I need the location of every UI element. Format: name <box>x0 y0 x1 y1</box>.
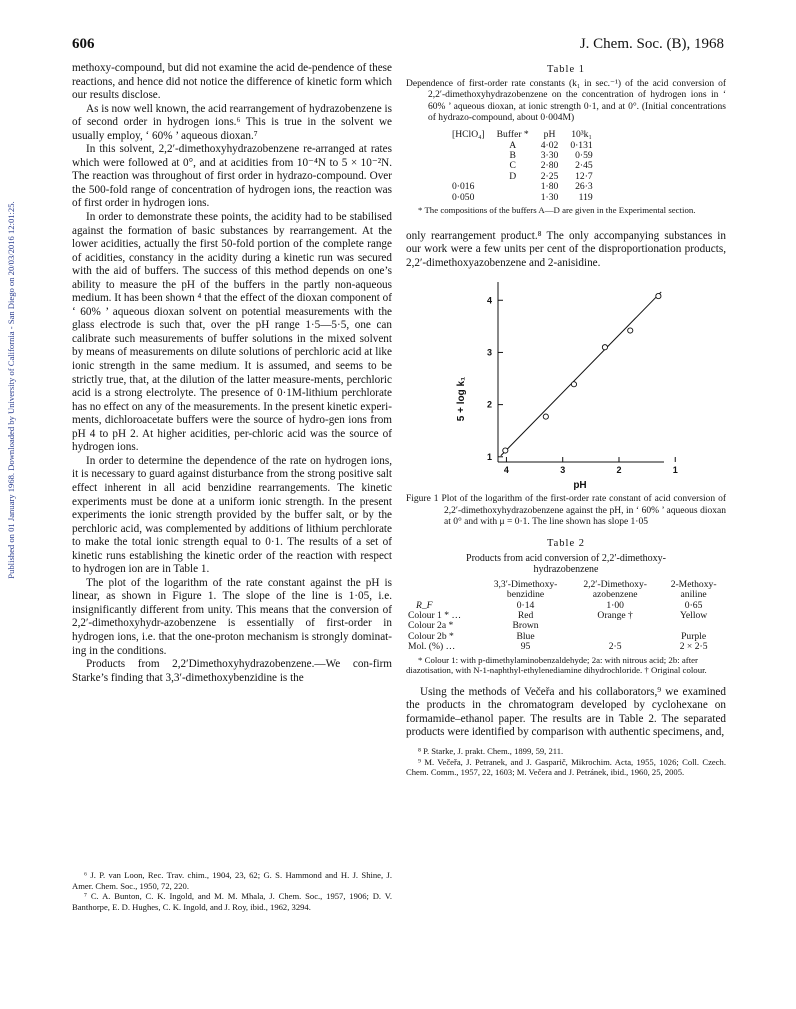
table-cell: 3·30 <box>540 150 559 161</box>
footnote: ⁷ C. A. Bunton, C. K. Ingold, and M. M. Mhala, J. Chem. Soc., 1957, 1906; D. V. Banthorpe, E. D. Hughes, C. K. Ingold, and J. Roy, ibid., 1962, 3294. <box>72 891 392 912</box>
x-tick-label: 2 <box>616 465 622 476</box>
x-tick-label: 1 <box>672 465 678 476</box>
data-point <box>602 345 607 350</box>
x-axis-label: pH <box>573 480 587 492</box>
table-cell: Purple <box>681 630 707 642</box>
y-tick-label: 4 <box>486 295 492 306</box>
table-cell <box>569 621 661 631</box>
table-cell <box>446 141 491 151</box>
table-cell: 0·65 <box>684 599 703 611</box>
table-cell: 2·25 <box>540 170 559 182</box>
journal-header: J. Chem. Soc. (B), 1968 <box>579 36 724 52</box>
table-cell: 4·02 <box>540 139 559 151</box>
table1 <box>446 130 599 203</box>
table-cell: 0·131 <box>570 139 593 151</box>
table-cell: Colour 2a * <box>408 620 454 632</box>
download-watermark <box>4 150 18 630</box>
x-tick-label: 3 <box>560 465 566 476</box>
paragraph: methoxy-compound, but did not examine the acid de-pendence of these reactions, and hence did not notice the difference of kinetic form which our results disclose. <box>72 62 392 102</box>
table-header: pH <box>543 129 556 141</box>
table-cell: B <box>509 150 516 161</box>
left-footnotes <box>72 870 392 912</box>
paragraph: only rearrangement product.⁸ The only accompanying substances in our work were a few units per cent of the disproportionation products, 2,2′-dimethoxyazobenzene and 2-anisidine. <box>406 229 726 269</box>
table1-title: Table 1 <box>546 64 586 75</box>
table-cell: Mol. (%) … <box>408 641 456 653</box>
table-cell <box>491 193 535 203</box>
table-cell: 0·14 <box>516 599 535 611</box>
paragraph: Using the methods of Večeřa and his collaborators,⁹ we examined the products in the chromatogram developed by cyclohexane on formamide–ethanol paper. The results are in Table 2. The separated products were identified by comparison with authentic specimens, and, <box>406 685 726 739</box>
watermark-text: Published on 01 January 1968. Downloaded by University of California - San Diego on 20/03/2016 12:01:25. <box>6 201 16 579</box>
table-row <box>406 621 726 631</box>
data-point <box>543 414 548 419</box>
page-number: 606 <box>72 36 95 52</box>
table-cell: 2·80 <box>540 160 559 172</box>
x-tick-label: 4 <box>503 465 509 476</box>
paragraph: As is now well known, the acid rearrangement of hydrazobenzene is of second order in hydrogen ions.⁶ This is true in the solvent we usually employ, ‘ 60% ’ aqueous dioxan.⁷ <box>72 102 392 142</box>
table-cell: Colour 2b * <box>408 630 454 642</box>
paragraph: Products from 2,2′Dimethoxyhydrazobenzene.—We con-firm Starke’s finding that 3,3′-dimethoxybenzidine is the <box>72 658 392 684</box>
data-point <box>503 448 508 453</box>
table-cell: 1·00 <box>606 599 624 611</box>
paragraph: In order to determine the dependence of the rate on hydrogen ions, it is necessary to guard against disturbance from the strong positive salt effect inherent in all acid benzidine rearrangements. The kinetic experiments must be done at a uniform ionic strength. In the present experiments the ionic strength provided by the buffer salt, or by the perchloric acid, was complemented by additions of lithium perchlorate to make the total ionic strength equal to 0·1. The results of a set of kinetic runs establishing the kinetic order of the reaction with respect to hydrogen ion are in Table 1. <box>72 454 392 576</box>
table-cell: 95 <box>520 641 531 653</box>
table2-caption: Products from acid conversion of 2,2′-dimethoxy-hydrazobenzene <box>466 553 666 576</box>
table-row <box>406 611 726 621</box>
table2-title: Table 2 <box>546 538 586 550</box>
table-cell <box>446 161 491 171</box>
table-cell: Brown <box>512 620 539 632</box>
table1-footnote: * The compositions of the buffers A—D are given in the Experimental section. <box>418 205 696 216</box>
table-cell: 2·5 <box>608 641 622 653</box>
footnote: ⁶ J. P. van Loon, Rec. Trav. chim., 1904, 23, 62; G. S. Hammond and H. J. Shine, J. Amer. Chem. Soc., 1950, 72, 220. <box>72 870 392 891</box>
table-cell: 2 × 2·5 <box>679 641 708 653</box>
table-cell: R_F <box>416 599 433 611</box>
table-row <box>446 193 599 203</box>
table1-caption: Dependence of first-order rate constants (k₁ in sec.⁻¹) of the acid conversion of 2,2′-dimethoxyhydrazobenzene on the concentration of hydrogen ions in ‘ 60% ’ aqueous dioxan, at ionic strength 0·1, and at 0°. (Initial concentrations of hydrazo-compound, about 0·004M) <box>406 79 726 123</box>
right-column <box>406 62 726 778</box>
table-header <box>406 580 482 601</box>
table-cell <box>446 151 491 161</box>
table-cell: C <box>509 160 516 172</box>
table-header: 2-Methoxy-aniline <box>670 578 717 601</box>
paragraph: In order to demonstrate these points, the acidity had to be stabilised against the formation of basic substances by rearrangement. At the lower acidities, actually the first 50-fold portion of the complete range of acidities, constancy in the acidity during a kinetic run was secured with the aid of buffers. The success of this method depends on one’s ability to measure the pH of the buffers in the partly non-aqueous medium. It has been shown ⁴ that the effect of the dioxan component of ‘ 60% ’ aqueous dioxan solvent on potential measurements with the glass electrode is such that, over the pH range 1·5—5·5, one can calibrate such measurements of buffer solutions in the mixed solvent by means of measurements on dilute solutions of perchloric acid at like ionic strength in the same medium. It is assumed, and seems to be strictly true, that, at the dilution of the latter measure-ments, perchloric acid is a strong electrolyte. The presence of 0·1M-lithium perchlorate has no effect on any of the measurements. In the present kinetic experi-ments, dichloroacetate buffers were the source of hydro-gen ions from pH 4 to pH 2. At higher acidities, per-chloric acid was the source of hydrogen ions. <box>72 211 392 454</box>
table-cell: A <box>509 139 517 151</box>
figure1-caption: Figure 1 Plot of the logarithm of the first-order rate constant of acid conversion of 2,2′-dimethoxyhydrazobenzene against the pH, in ‘ 60% ’ aqueous dioxan at 0° and with μ = 0·1. The line shown has slope 1·05 <box>406 494 726 527</box>
y-axis-label: 5 + log k₁ <box>456 377 467 422</box>
table-cell: 119 <box>578 191 593 203</box>
table-cell: 2·45 <box>575 160 593 172</box>
table-cell: 0·050 <box>452 191 475 203</box>
table-header: Buffer * <box>496 129 529 141</box>
right-footnotes <box>406 746 726 778</box>
table-cell <box>491 182 535 192</box>
table-cell: Colour 1 * … <box>408 609 462 621</box>
table-cell: Blue <box>516 630 535 642</box>
footnote: ⁹ M. Večeřa, J. Petranek, and J. Gasparič, Mikrochim. Acta, 1955, 1026; Coll. Czech. Chem. Comm., 1957, 22, 1603; M. Večera and J. Petránek, ibid., 1960, 25, 2005. <box>406 756 726 778</box>
left-column <box>72 62 392 685</box>
table-cell: 12·7 <box>575 170 593 182</box>
table-cell: 1·30 <box>540 191 559 203</box>
footnote: ⁸ P. Starke, J. prakt. Chem., 1899, 59, 211. <box>418 745 564 756</box>
paragraph: The plot of the logarithm of the rate constant against the pH is linear, as shown in Figure 1. The slope of the line is 1·05, i.e. insignificantly different from unity. This means that the conversion of 2,2′-dimethoxyhydr-azobenzene is essentially of first-order in hydrogen ions, i.e. that the one-proton mechanism is strongly dominat-ing in the conditions. <box>72 576 392 657</box>
table-cell: Orange † <box>597 609 633 621</box>
table2-footnote: * Colour 1: with p-dimethylaminobenzaldehyde; 2a: with nitrous acid; 2b: after diazotisation, with N-1-naphthyl-ethylenediamine dihydrochloride. † Original colour. <box>406 654 707 676</box>
table-cell: Yellow <box>679 609 708 621</box>
paragraph: In this solvent, 2,2′-dimethoxyhydrazobenzene re-arranged at rates which were followed at 0°, and at acidities from 10⁻⁴N to 5 × 10⁻²N. The reaction was throughout of first order in hydrazo-compound. Over the 500-fold range of concentration of hydrogen ions, the reaction was of first order in hydrogen ions. <box>72 143 392 210</box>
table-cell: D <box>509 170 517 182</box>
table2 <box>406 580 726 653</box>
figure1 <box>406 274 726 494</box>
table-header: 3,3′-Dimethoxy-benzidine <box>493 578 558 601</box>
figure1-plot <box>406 274 726 494</box>
table-cell: 26·3 <box>575 181 593 193</box>
table-header: 2,2′-Dimethoxy-azobenzene <box>583 578 647 601</box>
y-tick-label: 3 <box>486 347 492 358</box>
table-cell: 0·59 <box>575 150 593 161</box>
table-header: [HClO₄] <box>452 129 485 141</box>
fit-line <box>501 292 661 456</box>
data-point <box>656 294 661 299</box>
table-cell: 0·016 <box>452 181 475 193</box>
table-cell: Red <box>517 609 534 621</box>
table-row <box>406 642 726 652</box>
y-tick-label: 1 <box>486 452 492 463</box>
table-cell: 1·80 <box>540 181 559 193</box>
table-header-row <box>406 580 726 601</box>
table-header: 10³k₁ <box>571 129 592 141</box>
data-point <box>628 328 633 333</box>
y-tick-label: 2 <box>486 399 492 410</box>
data-point <box>571 382 576 387</box>
